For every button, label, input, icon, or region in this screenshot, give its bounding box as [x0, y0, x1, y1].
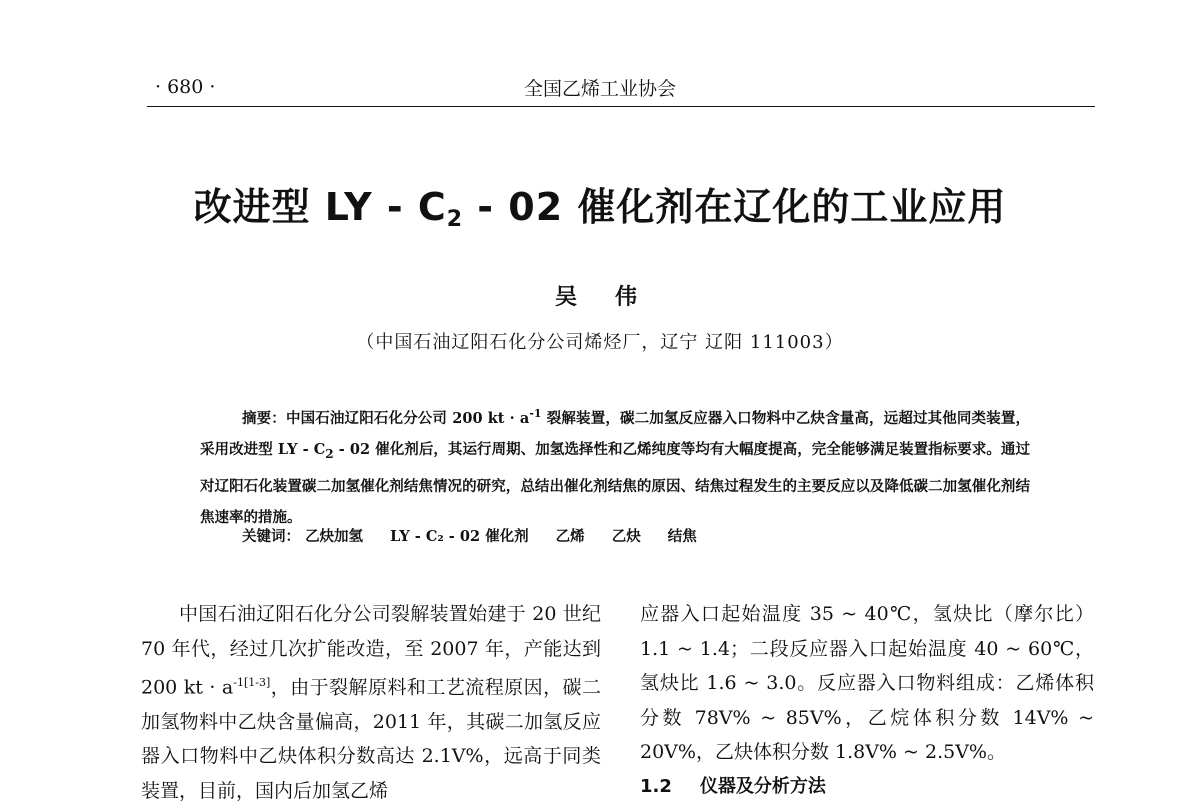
title-part1: 改进型 LY - C [193, 185, 447, 229]
section-number: 1.2 [640, 775, 672, 797]
page-number: · 680 · [155, 76, 216, 98]
header-rule [147, 106, 1095, 107]
body-text: 中国石油辽阳石化分公司裂解装置始建于 20 世纪 70 年代，经过几次扩能改造，至 2007 年，产能达到 200 kt · a [141, 603, 601, 699]
section-heading [640, 770, 1094, 805]
author-name: 吴伟 [554, 284, 675, 310]
section-title: 仪器及分析方法 [699, 775, 826, 797]
body-paragraph: 应器入口起始温度 35 ~ 40℃，氢炔比（摩尔比）1.1 ~ 1.4；二段反应器入口起始温度 40 ~ 60℃，氢炔比 1.6 ~ 3.0。反应器入口物料组成：乙烯体积分数 78V% ~ 85V%，乙烷体积分数 14V% ~ 20V%，乙炔体积分数 1.8V% ~ 2.5V%。 [640, 603, 1094, 763]
running-header: 全国乙烯工业协会 [523, 78, 676, 100]
abstract-text-2: 裂解装置，碳二加氢反应器入口物料中乙炔含量高，远超过其他同类装置，采用改进型 LY - C [200, 409, 1031, 459]
abstract [200, 398, 1030, 534]
abstract-sup: -1 [529, 407, 542, 420]
keywords [242, 525, 719, 546]
keyword-item: 乙烯 [555, 528, 585, 545]
keyword-item: 乙炔加氢 [305, 528, 364, 545]
affiliation: （中国石油辽阳石化分公司烯烃厂，辽宁 辽阳 111003） [356, 332, 844, 353]
body-text: ，由于裂解原料和工艺流程原因，碳二加氢物料中乙炔含量偏高，2011 年，其碳二加氢反应器入口物料中乙炔体积分数高达 2.1V%，远高于同类装置，目前，国内后加氢乙烯 [141, 676, 601, 802]
keyword-item: LY - C₂ - 02 催化剂 [390, 528, 529, 545]
keywords-label: 关键词： [242, 528, 300, 545]
abstract-text-3: - 02 催化剂后，其运行周期、加氢选择性和乙烯纯度等均有大幅度提高，完全能够满足装置指标要求。通过对辽阳石化装置碳二加氢催化剂结焦情况的研究，总结出催化剂结焦的原因、结焦过程发生的主要反应以及降低碳二加氢催化剂结焦速率的措施。 [200, 441, 1030, 527]
keyword-item: 结焦 [667, 528, 697, 545]
title-subscript: 2 [446, 207, 464, 232]
title-part2: - 02 催化剂在辽化的工业应用 [463, 185, 1007, 229]
body-paragraph [141, 597, 601, 808]
keyword-item: 乙炔 [611, 528, 641, 545]
paper-title [0, 176, 1200, 232]
body-column-right [640, 597, 1094, 804]
abstract-text-1: 中国石油辽阳石化分公司 200 kt · a [285, 409, 530, 427]
abstract-label: 摘要： [242, 409, 286, 427]
body-column-left [141, 597, 601, 808]
citation-sup: -1[1-3] [233, 676, 271, 689]
abstract-sub: 2 [325, 447, 334, 462]
